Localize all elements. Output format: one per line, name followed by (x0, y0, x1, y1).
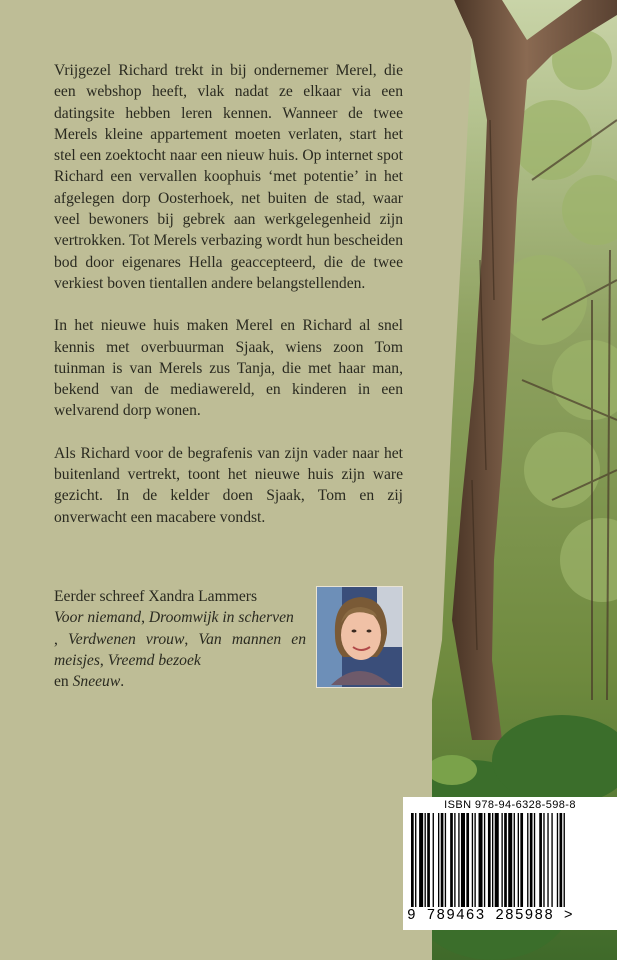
book-title: Voor niemand (54, 609, 142, 627)
synopsis-paragraph-3: Als Richard voor de begrafenis van zijn vader naar het buitenland vertrekt, toont het nieuwe huis zijn ware gezicht. In de kelder doen Sjaak, Tom en zij onverwacht een macabere vondst. (54, 444, 403, 526)
barcode (403, 797, 617, 930)
author-portrait (316, 586, 403, 688)
isbn-label: ISBN 978-94-6328-598-8 (444, 799, 576, 811)
isbn-digits: 9 789463 285988 > (407, 908, 574, 924)
bio-line-2: Voor niemand, Droomwijk in scherven (54, 609, 294, 627)
book-title: Van mannen en meisjes (54, 630, 307, 669)
bio-line-3: , Verdwenen vrouw, Van mannen en meisjes, Vreemd bezoek (54, 630, 307, 669)
book-title: Sneeuw (72, 673, 121, 691)
book-title: Vreemd bezoek (107, 651, 201, 669)
author-bio (54, 586, 403, 692)
barcode-icon (411, 813, 611, 909)
book-title: Verdwenen vrouw (68, 630, 185, 648)
bio-intro: Eerder schreef Xandra Lammers (54, 588, 258, 605)
synopsis (54, 60, 403, 549)
bio-line-4: en Sneeuw. (54, 673, 125, 691)
author-bio-text (54, 586, 306, 692)
synopsis-paragraph-1: Vrijgezel Richard trekt in bij ondernemer Merel, die een webshop heeft, vlak nadat ze elkaar via een datingsite hebben leren kennen. Wanneer de twee Merels kleine appartement moeten verlaten, start het stel een zoektocht naar een nieuw huis. Op internet spot Richard een vervallen koophuis ‘met potentie’ in het afgelegen dorp Oosterhoek, net buiten de stad, waar veel bewoners bij gebrek aan werkgelegenheid zijn vertrokken. Tot Merels verbazing wordt hun bescheiden bod door eigenares Hella geaccepteerd, die de twee verkiest boven tientallen andere belangstellenden. (54, 62, 403, 292)
synopsis-paragraph-2: In het nieuwe huis maken Merel en Richard al snel kennis met overbuurman Sjaak, wiens zoon Tom tuinman is van Merels zus Tanja, die met haar man, bekend van de mediawereld, en kinderen in een welvarend dorp wonen. (54, 317, 403, 420)
book-title: Droomwijk in scherven (148, 609, 294, 627)
